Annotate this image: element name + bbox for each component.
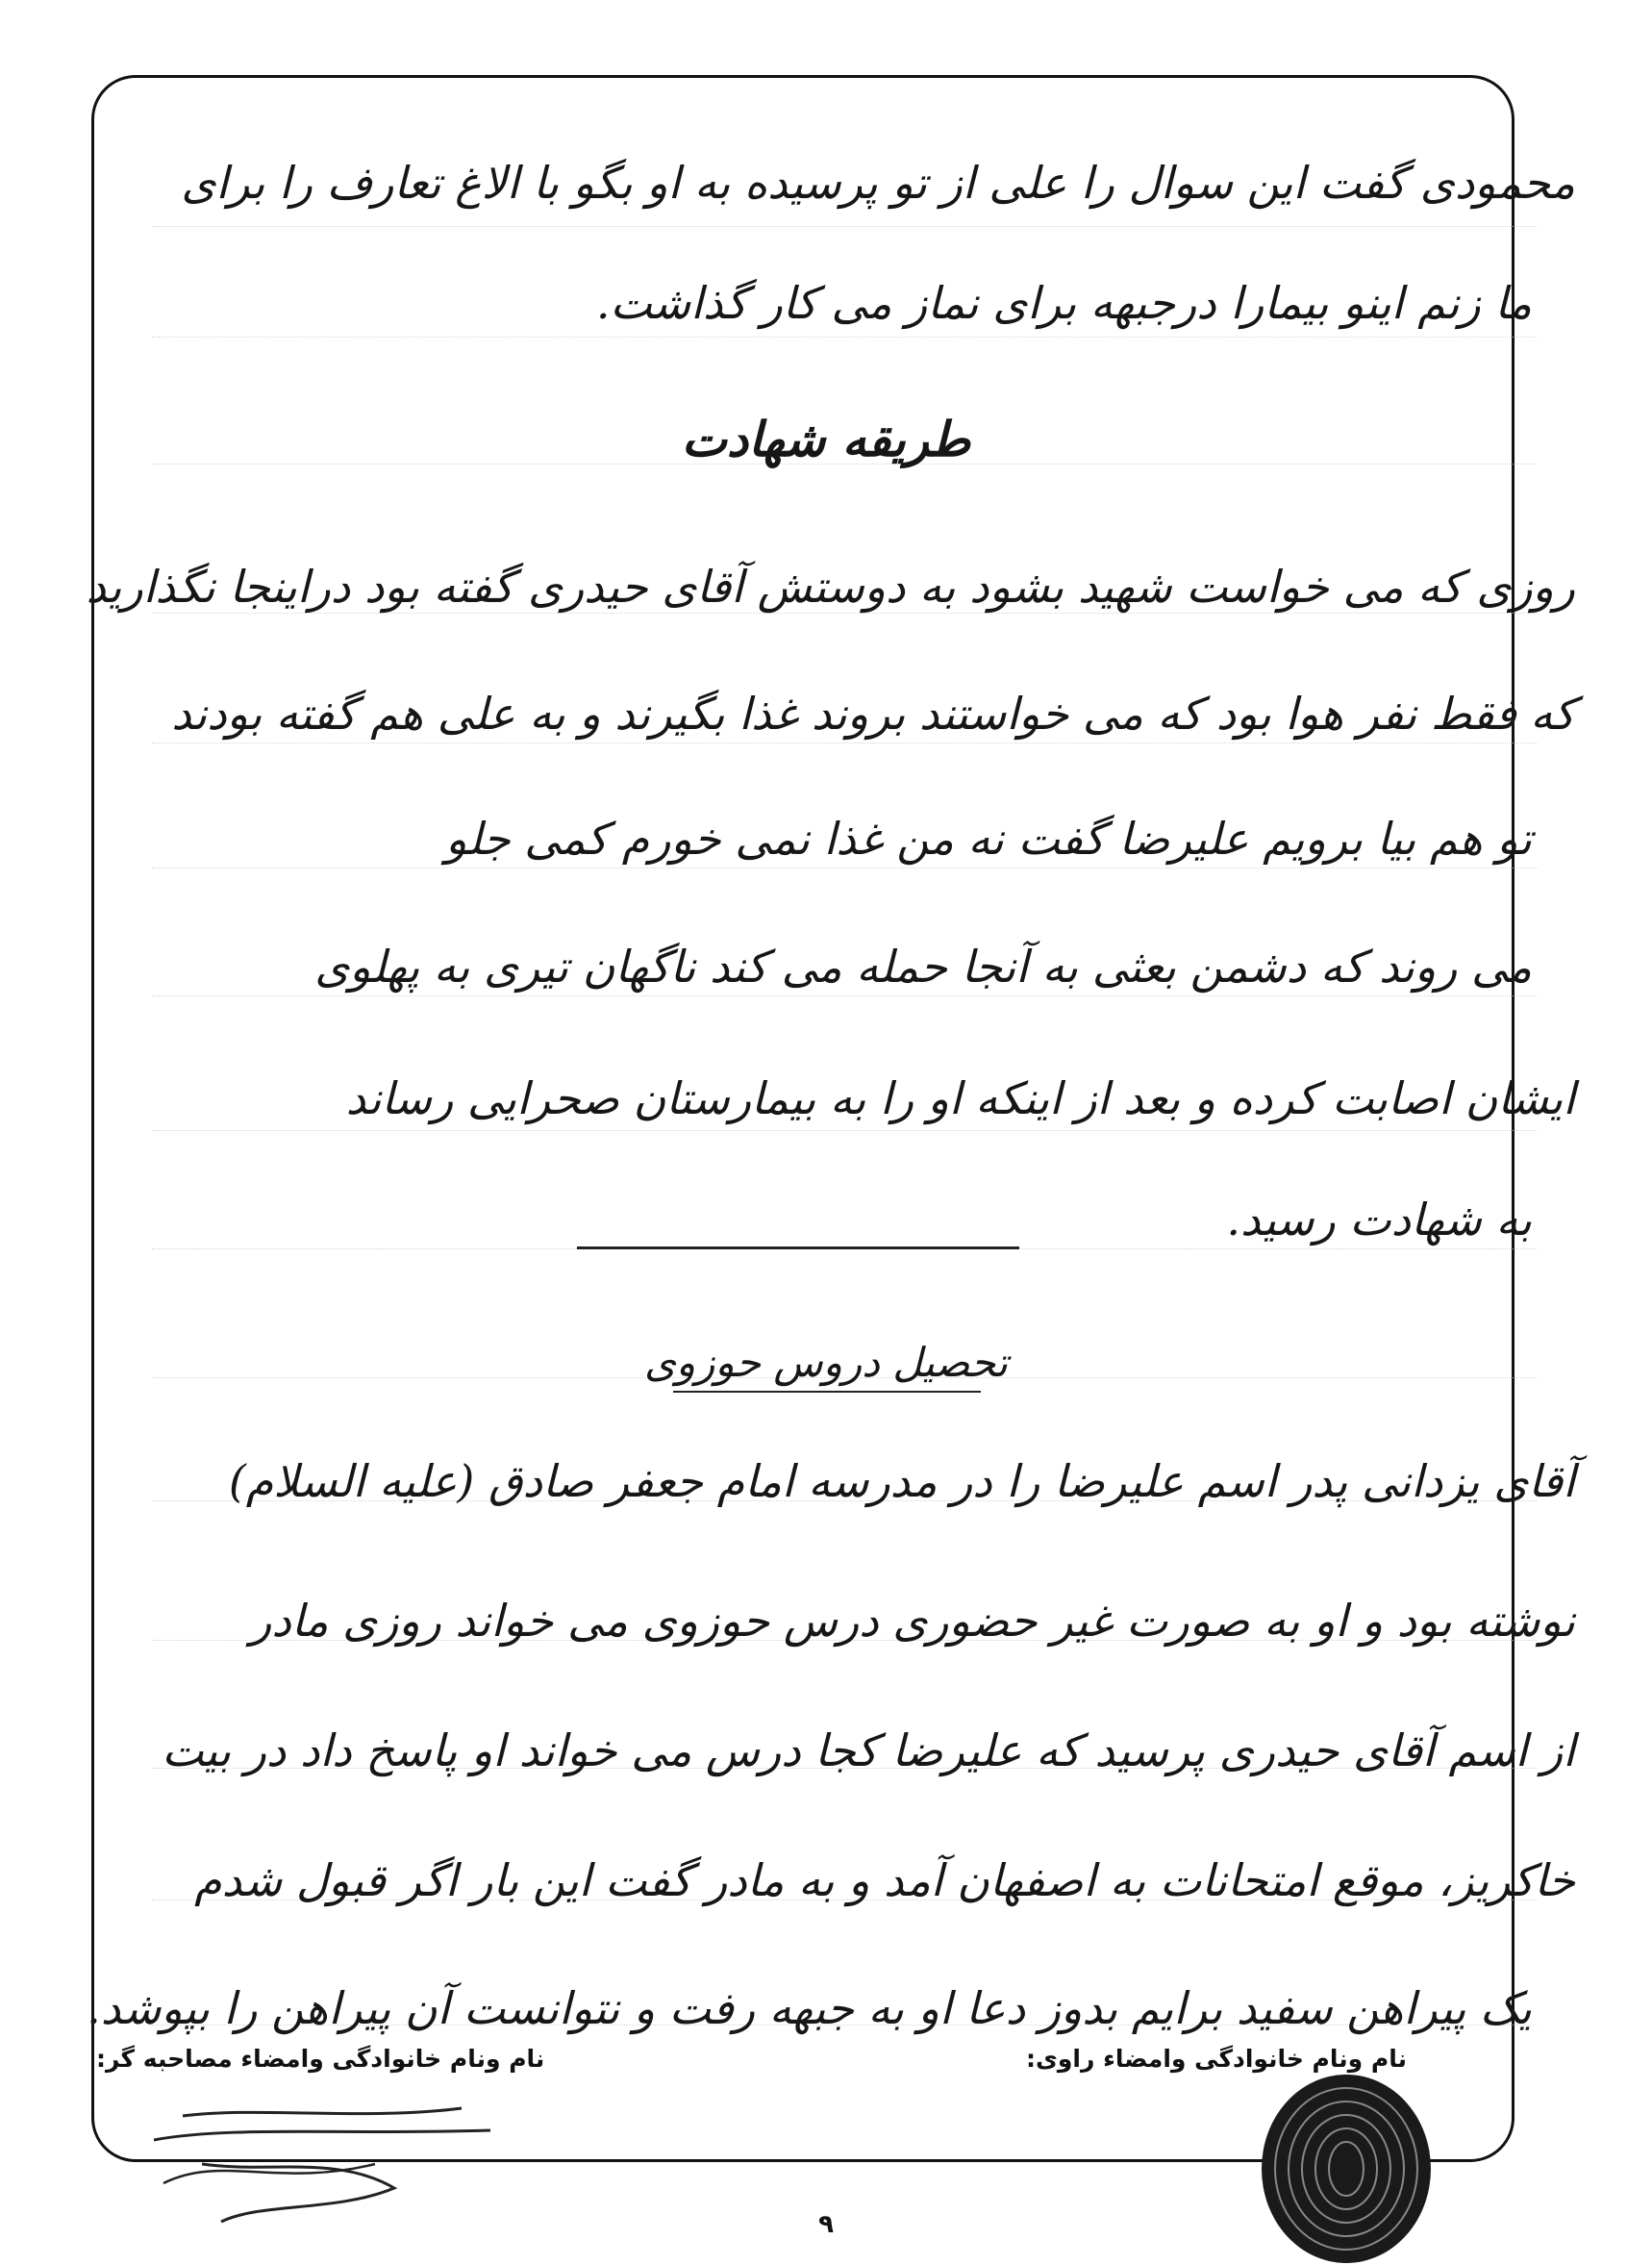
ruled-line <box>152 337 1537 338</box>
ruled-line <box>152 742 1537 743</box>
handwritten-line: آقای یزدانی پدر اسم علیرضا را در مدرسه امام جعفر صادق (علیه السلام) <box>228 1455 1575 1507</box>
handwritten-line: نوشته بود و او به صورت غیر حضوری درس حوزوی می خواند روزی مادر <box>250 1595 1575 1647</box>
ruled-line <box>152 226 1537 227</box>
handwritten-line: تو هم بیا برویم علیرضا گفت نه من غذا نمی خورم کمی جلو <box>445 813 1532 865</box>
handwritten-line: ما زنم اینو بیمارا درجبهه برای نماز می کار گذاشت. <box>595 277 1532 329</box>
section-heading-seminary: تحصیل دروس حوزوی <box>643 1339 1009 1386</box>
handwritten-line: که فقط نفر هوا بود که می خواستند بروند غذا بگیرند و به علی هم گفته بودند <box>171 688 1575 740</box>
ruled-line <box>152 995 1537 996</box>
handwritten-line: می روند که دشمن بعثی به آنجا حمله می کند ناگهان تیری به پهلوی <box>314 941 1532 993</box>
handwritten-line: یک پیراهن سفید برایم بدوز دعا او به جبهه رفت و نتوانست آن پیراهن را بپوشد. <box>87 1982 1532 2034</box>
ruled-line <box>152 1130 1537 1131</box>
handwritten-line: از اسم آقای حیدری پرسید که علیرضا کجا درس می خواند او پاسخ داد در بیت <box>162 1724 1575 1776</box>
narrator-signature-label: نام ونام خانوادگی وامضاء راوی: <box>1025 2045 1407 2073</box>
interviewer-signature-label: نام ونام خانوادگی وامضاء مصاحبه گر: <box>96 2045 545 2073</box>
end-of-section-line <box>577 1246 1019 1249</box>
handwritten-line: ایشان اصابت کرده و بعد از اینکه او را به بیمارستان صحرایی رساند <box>345 1072 1575 1124</box>
handwritten-line: روزی که می خواست شهید بشود به دوستش آقای حیدری گفته بود دراینجا نگذارید <box>86 561 1575 613</box>
page-number: ۹ <box>818 2210 834 2239</box>
heading-underline <box>673 1391 981 1393</box>
handwritten-line: به شهادت رسید. <box>1226 1194 1532 1246</box>
handwritten-line: محمودی گفت این سوال را علی از تو پرسیده به او بگو با الاغ تعارف را برای <box>181 157 1575 209</box>
handwritten-line: خاکریز، موقع امتحانات به اصفهان آمد و به مادر گفت این بار اگر قبول شدم <box>194 1854 1575 1906</box>
section-heading-martyrdom: طریقه شهادت <box>681 411 971 467</box>
